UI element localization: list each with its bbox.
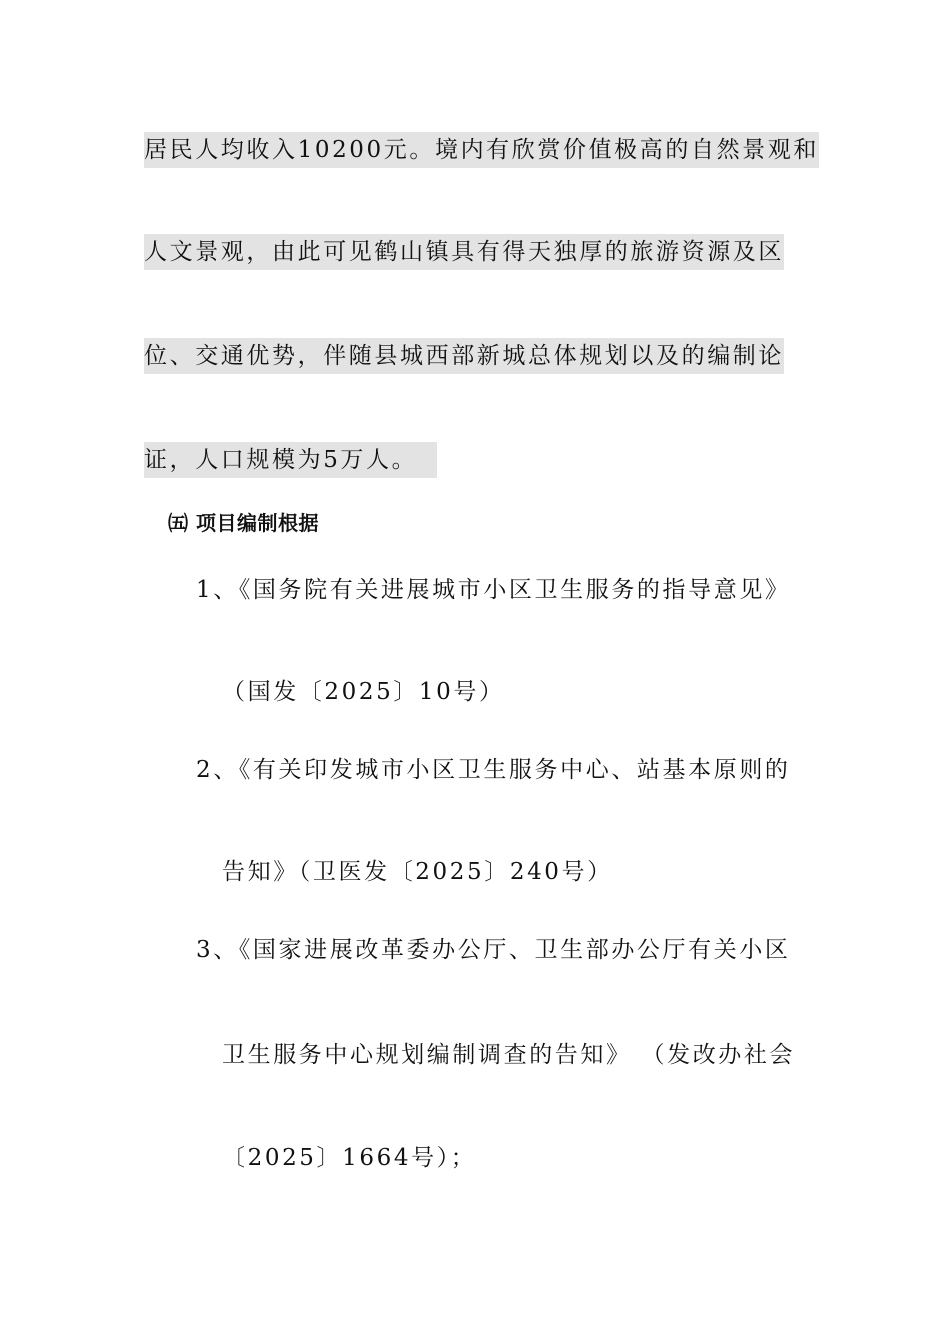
reference-continuation: 告知》（卫医发〔2025〕240号）	[222, 859, 613, 885]
section-heading: ㈤ 项目编制根据	[168, 511, 319, 535]
reference-continuation: 〔2025〕1664号）；	[222, 1145, 477, 1171]
paragraph-line: 位、交通优势，伴随县城西部新城总体规划以及的编制论	[144, 338, 784, 374]
reference-item: 1、《国务院有关进展城市小区卫生服务的指导意见》	[196, 577, 791, 603]
paragraph-line: 人文景观，由此可见鹤山镇具有得天独厚的旅游资源及区	[144, 234, 784, 270]
paragraph-line: 证，人口规模为5万人。	[144, 442, 437, 478]
reference-item: 2、《有关印发城市小区卫生服务中心、站基本原则的	[196, 757, 791, 783]
reference-continuation: 卫生服务中心规划编制调查的告知》 （发改办社会	[222, 1042, 796, 1068]
paragraph-line: 居民人均收入10200元。境内有欣赏价值极高的自然景观和	[144, 132, 819, 168]
reference-continuation: （国发〔2025〕10号）	[222, 679, 505, 705]
reference-item: 3、《国家进展改革委办公厅、卫生部办公厅有关小区	[196, 937, 791, 963]
